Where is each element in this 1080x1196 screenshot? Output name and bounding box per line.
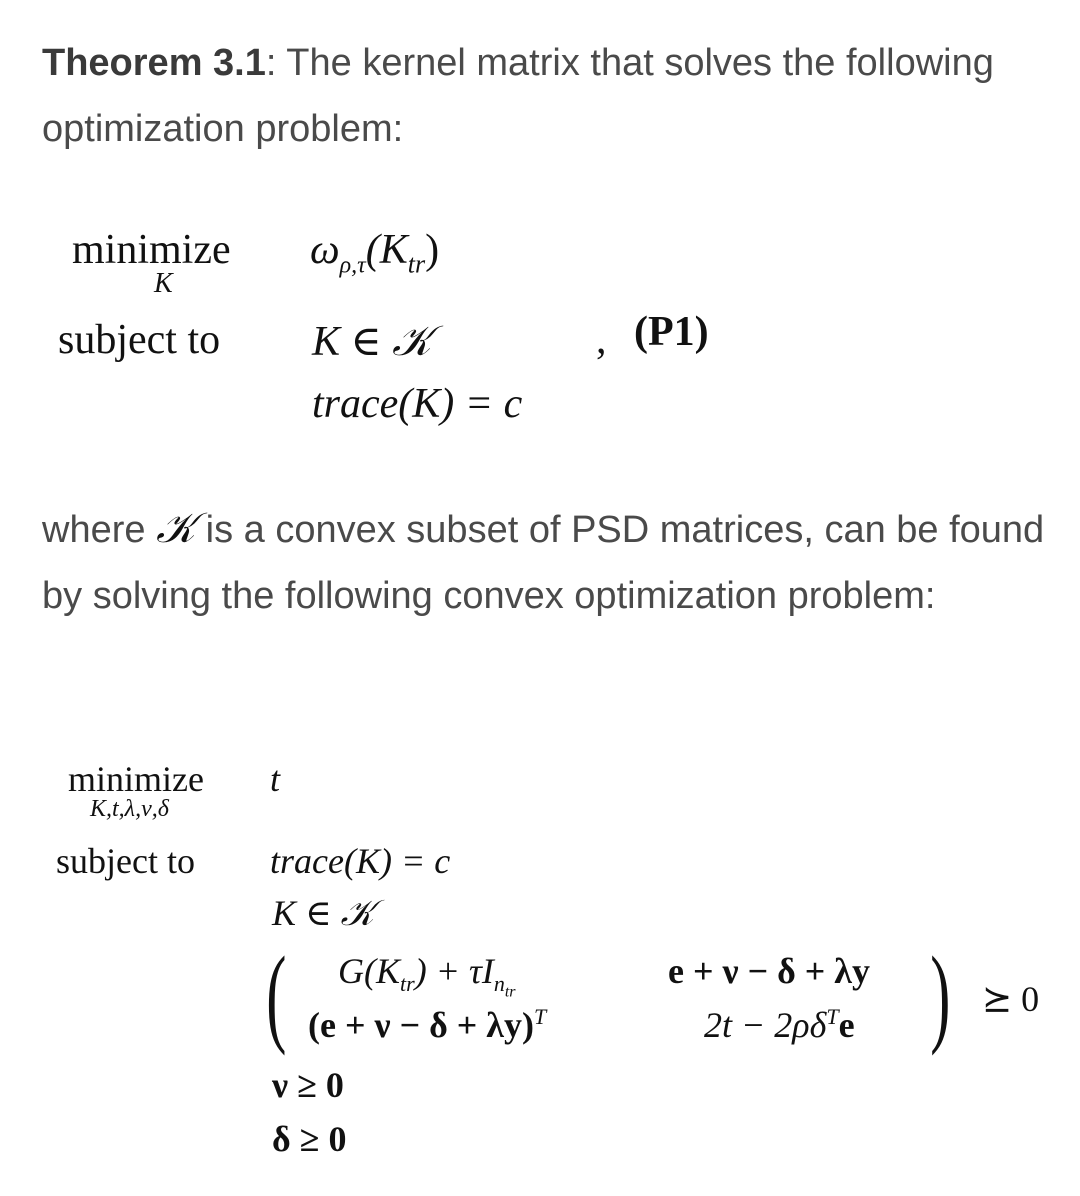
p2-constraint-set: K ∈ 𝒦: [272, 893, 375, 933]
matrix-left-paren: (: [266, 934, 287, 1056]
matrix-r2c1: $(e + \nu - \delta + \lambda y)^T$: [308, 1004, 547, 1045]
matrix-psd-relation: ⪰ 0: [982, 979, 1040, 1019]
p2-constraint-nu: ν ≥ 0: [272, 1065, 344, 1105]
p2-objective: t: [270, 759, 281, 799]
p2-constraint-delta: δ ≥ 0: [272, 1119, 347, 1159]
p1-tag: (P1): [634, 309, 709, 355]
p1-minimize-var: K: [154, 268, 173, 299]
p2-minimize: minimize: [68, 759, 204, 799]
theorem-label: Theorem 3.1: [42, 42, 266, 84]
theorem-intro-text: : The kernel matrix that solves the following optimization problem:: [42, 42, 994, 150]
matrix-r1c1: $G(K_{tr}) + \tau I_{n_{tr}}$: [338, 951, 516, 1001]
matrix-right-paren: ): [930, 934, 951, 1056]
p2-minimize-vars: K,t,λ,ν,δ: [90, 796, 169, 822]
p1-constraint-set: K ∈ 𝒦: [312, 319, 432, 365]
p1-subject-to: subject to: [58, 317, 221, 363]
middle-paragraph: where 𝒦 is a convex subset of PSD matrices, can be found by solving the following convex optimization problem:: [42, 506, 1045, 617]
convex-set-symbol: 𝒦: [156, 506, 196, 552]
matrix-r1c2: e + ν − δ + λy: [668, 951, 870, 991]
p2-constraint-trace: trace(K) = c: [270, 841, 451, 881]
p2-subject-to: subject to: [56, 841, 195, 881]
p1-minimize: minimize: [72, 227, 231, 273]
p1-constraint-trace: trace(K) = c: [312, 381, 523, 427]
matrix-r2c2: $2t - 2\rho\delta^Te$: [704, 1004, 855, 1045]
theorem-intro: [42, 30, 1052, 162]
p1-tag-comma: ,: [596, 317, 607, 363]
p1-objective: $\omega_{\rho,\tau}(K_{tr})$: [310, 227, 440, 279]
